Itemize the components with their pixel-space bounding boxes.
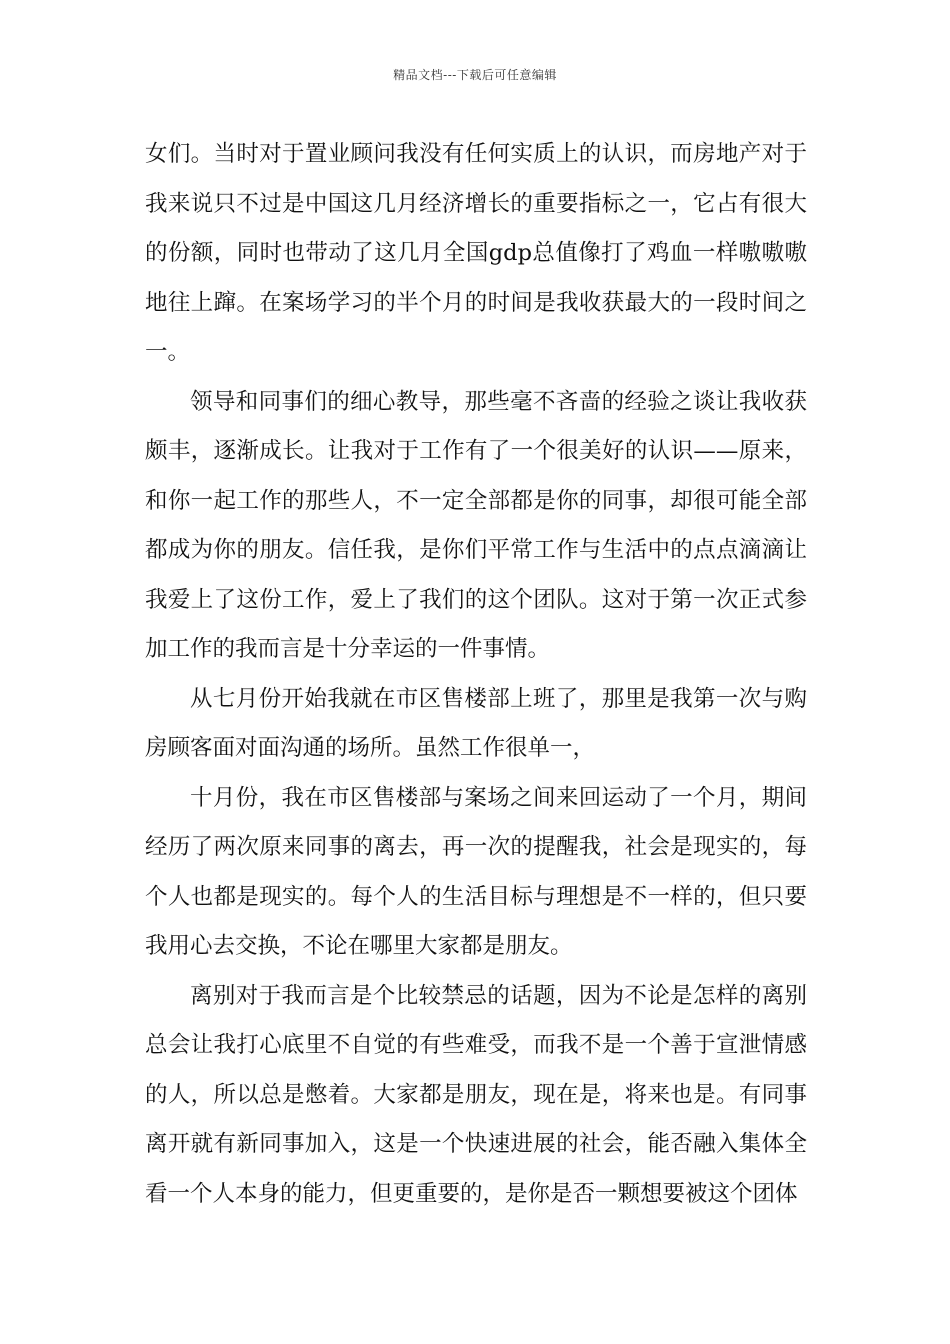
paragraph-continuation: 女们。当时对于置业顾问我没有任何实质上的认识，而房地产对于我来说只不过是中国这几月经济增长的重要指标之一，它占有很大的份额，同时也带动了这几月全国gdp总值像打了鸡血一样嗷嗷嗷地往上蹿。在案场学习的半个月的时间是我收获最大的一段时间之一。 <box>145 141 807 365</box>
page-header: 精品文档---下载后可任意编辑 <box>393 68 557 82</box>
paragraph-guidance: 领导和同事们的细心教导，那些毫不吝啬的经验之谈让我收获颇丰，逐渐成长。让我对于工作有了一个很美好的认识——原来，和你一起工作的那些人，不一定全部都是你的同事，却很可能全部都成为你的朋友。信任我，是你们平常工作与生活中的点点滴滴让我爱上了这份工作，爱上了我们的这个团队。这对于第一次正式参加工作的我而言是十分幸运的一件事情。 <box>145 388 807 662</box>
paragraph-october: 十月份，我在市区售楼部与案场之间来回运动了一个月，期间经历了两次原来同事的离去，再一次的提醒我，社会是现实的，每个人也都是现实的。每个人的生活目标与理想是不一样的，但只要我用心去交换，不论在哪里大家都是朋友。 <box>145 784 807 959</box>
paragraph-july: 从七月份开始我就在市区售楼部上班了，那里是我第一次与购房顾客面对面沟通的场所。虽然工作很单一， <box>145 685 807 761</box>
document-body <box>145 130 807 1219</box>
paragraph-farewell: 离别对于我而言是个比较禁忌的话题，因为不论是怎样的离别总会让我打心底里不自觉的有些难受，而我不是一个善于宣泄情感的人，所以总是憋着。大家都是朋友，现在是，将来也是。有同事离开就有新同事加入，这是一个快速进展的社会，能否融入集体全看一个人本身的能力，但更重要的，是你是否一颗想要被这个团体 <box>145 982 807 1207</box>
